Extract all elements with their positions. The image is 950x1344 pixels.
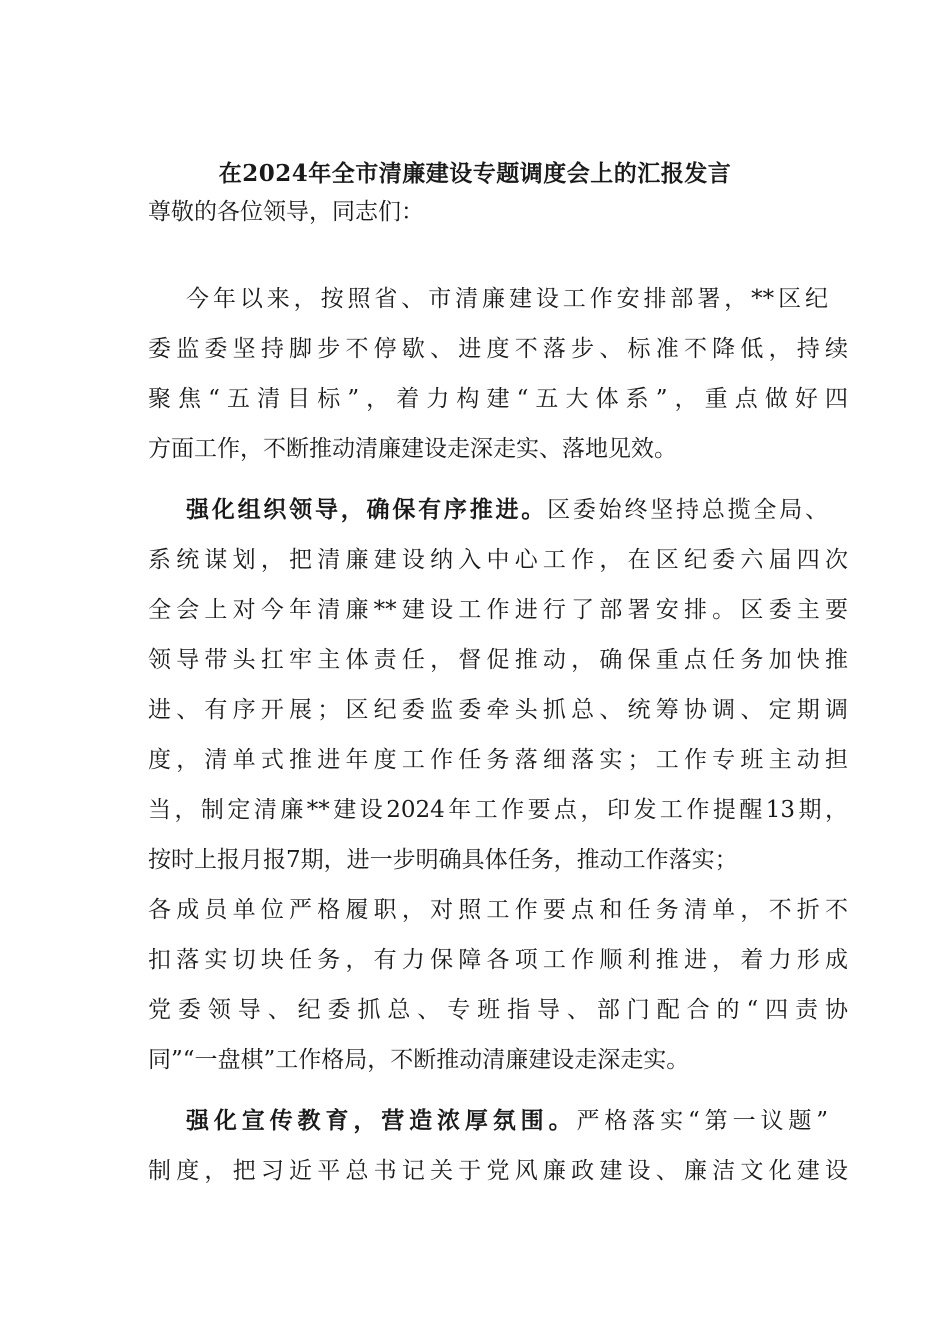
paragraph-2-line-12: 同”“一盘棋”工作格局，不断推动清廉建设走深走实。 [148, 1047, 690, 1073]
paragraph-1-line-1: 今年以来，按照省、市清廉建设工作安排部署，**区纪 [186, 286, 828, 312]
paragraph-2-heading: 强化组织领导，确保有序推进。 [186, 496, 548, 523]
paragraph-3-line-1 [186, 1104, 828, 1138]
paragraph-2-line-9: 各成员单位严格履职，对照工作要点和任务清单，不折不 [148, 897, 848, 923]
document-title: 在2024年全市清廉建设专题调度会上的汇报发言 [218, 160, 732, 187]
paragraph-1-line-3: 聚焦“五清目标”，着力构建“五大体系”，重点做好四 [148, 386, 848, 412]
paragraph-3-line-2: 制度，把习近平总书记关于党风廉政建设、廉洁文化建设 [148, 1158, 848, 1184]
paragraph-3-first-line-rest: 严格落实“第一议题” [576, 1108, 828, 1134]
paragraph-2-line-3: 全会上对今年清廉**建设工作进行了部署安排。区委主要 [148, 597, 848, 623]
paragraph-2-line-6: 度，清单式推进年度工作任务落细落实；工作专班主动担 [148, 747, 848, 773]
paragraph-1-line-4: 方面工作，不断推动清廉建设走深走实、落地见效。 [148, 436, 677, 462]
paragraph-2-line-1 [186, 493, 828, 527]
paragraph-2-line-11: 党委领导、纪委抓总、专班指导、部门配合的“四责协 [148, 997, 848, 1023]
paragraph-2-first-line-rest: 区委始终坚持总揽全局、 [547, 497, 829, 523]
paragraph-1-line-2: 委监委坚持脚步不停歇、进度不落步、标准不降低，持续 [148, 336, 848, 362]
paragraph-2-line-2: 系统谋划，把清廉建设纳入中心工作，在区纪委六届四次 [148, 547, 848, 573]
paragraph-2-line-7: 当，制定清廉**建设2024年工作要点，印发工作提醒13期， [148, 797, 848, 823]
paragraph-2-line-8: 按时上报月报7期，进一步明确具体任务，推动工作落实； [148, 847, 738, 873]
paragraph-2-line-4: 领导带头扛牢主体责任，督促推动，确保重点任务加快推 [148, 647, 848, 673]
paragraph-3-heading: 强化宣传教育，营造浓厚氛围。 [186, 1107, 577, 1134]
paragraph-2-line-5: 进、有序开展；区纪委监委牵头抓总、统筹协调、定期调 [148, 697, 848, 723]
salutation: 尊敬的各位领导，同志们： [148, 199, 424, 225]
paragraph-2-line-10: 扣落实切块任务，有力保障各项工作顺利推进，着力形成 [148, 947, 848, 973]
